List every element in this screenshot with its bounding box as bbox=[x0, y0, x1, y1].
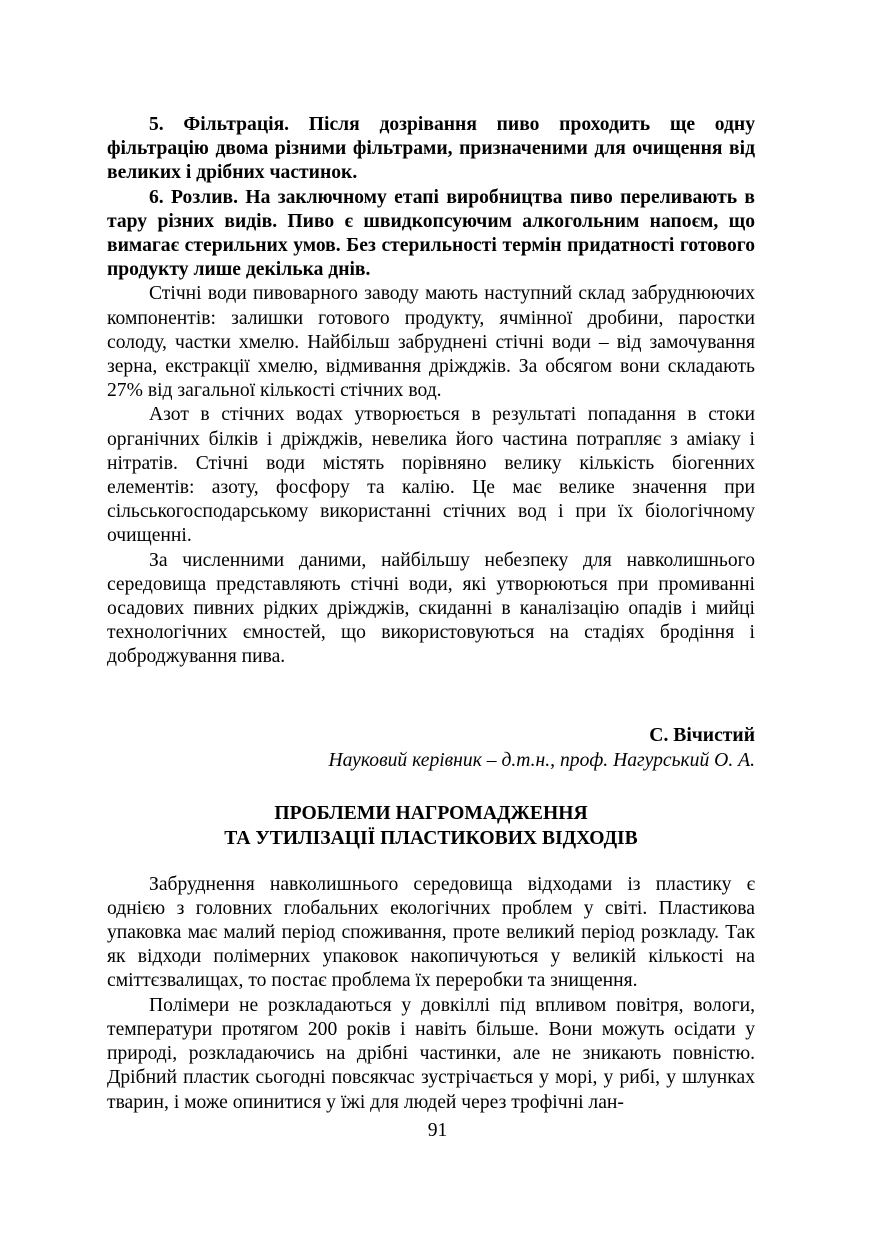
paragraph-danger: За численними даними, найбільшу небезпеку для навколишнього середовища представляють стічні води, які утворюються при промиванні осадових пивних рідких дріжджів, скиданні в каналізацію опадів і мийці технологічних ємностей, що використовуються на стадіях бродіння і доброджування пива. bbox=[107, 549, 755, 668]
article-title-line-1: ПРОБЛЕМИ НАГРОМАДЖЕННЯ bbox=[274, 802, 588, 824]
document-page bbox=[107, 113, 755, 1115]
paragraph-wastewater-composition: Стічні води пивоварного заводу мають наступний склад забруднюючих компонентів: залишки готового продукту, ячмінної дробини, паростки солоду, частки хмелю. Найбільш забруднені стічні води – від замочування зерна, екстракції хмелю, відмивання дріжджів. За обсягом вони складають 27% від загальної кількості стічних вод. bbox=[107, 283, 755, 402]
paragraph-nitrogen: Азот в стічних водах утворюється в результаті попадання в стоки органічних білків і дріжджів, невелика його частина потрапляє з аміаку і нітратів. Стічні води містять порівняно велику кількість біогенних елементів: азоту, фосфору та калію. Це має велике значення при сільськогосподарському використанні стічних вод і при їх біологічному очищенні. bbox=[107, 404, 755, 547]
page-number: 91 bbox=[427, 1120, 448, 1141]
article-title bbox=[107, 801, 755, 851]
paragraph-plastic-pollution: Забруднення навколишнього середовища відходами із пластику є однією з головних глобальних екологічних проблем у світі. Пластикова упаковка має малий період споживання, проте великий період розкладу. Так як відходи полімерних упаковок накопичуються у великій кількості на сміттєзвалищах, то постає проблема їх переробки та знищення. bbox=[107, 873, 755, 992]
paragraph-filtration bbox=[107, 113, 755, 186]
author-name: С. Вічистий bbox=[649, 724, 755, 746]
paragraph-lead: 5. Фільтрація. bbox=[149, 114, 290, 135]
paragraph-text: Після дозрівання пиво проходить ще одну фільтрацію двома різними фільтрами, призначеними для очищення від великих і дрібних частинок. bbox=[107, 114, 756, 184]
paragraph-polymer-decomposition: Полімери не розкладаються у довкіллі під впливом повітря, вологи, температури протягом 200 років і навіть більше. Вони можуть осідати у природі, розкладаючись на дрібні частинки, але не зникають повністю. Дрібний пластик сьогодні повсякчас зустрічається у морі, у рибі, у шлунках тварин, і може опинитися у їжі для людей через трофічні лан- bbox=[107, 994, 755, 1113]
article-title-line-2: ТА УТИЛІЗАЦІЇ ПЛАСТИКОВИХ ВІДХОДІВ bbox=[224, 827, 638, 849]
paragraph-bottling bbox=[107, 186, 755, 283]
paragraph-lead: 6. Розлив. bbox=[149, 186, 238, 208]
author-block bbox=[107, 723, 755, 773]
supervisor-line: Науковий керівник – д.т.н., проф. Нагурський О. А. bbox=[328, 749, 755, 771]
paragraph-text: На заключному етапі виробництва пиво переливають в тару різних видів. Пиво є швидкопсуючим алкогольним напоєм, що вимагає стерильних умов. Без стерильності термін придатності готового продукту лише декілька днів. bbox=[107, 186, 755, 281]
